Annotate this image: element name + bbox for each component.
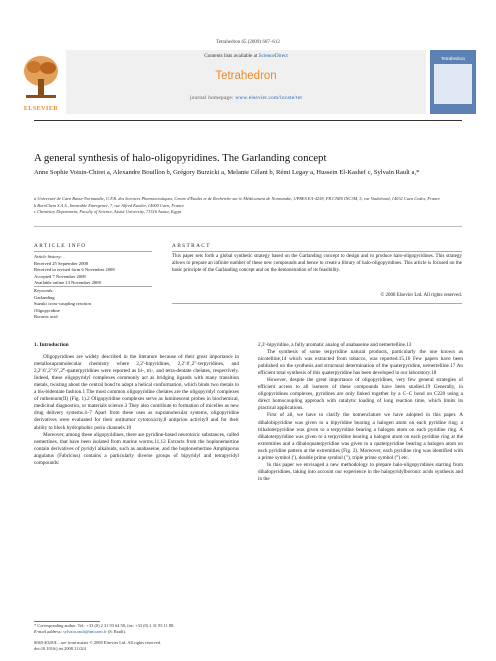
article-info-divider [34, 251, 152, 252]
journal-citation: Tetrahedron 65 (2009) 607–612 [216, 40, 280, 45]
history-received: Received 25 September 2008 [34, 260, 88, 266]
footnote-divider [34, 621, 100, 622]
email-link[interactable]: sylvain.rault@unicaen.fr [63, 629, 107, 634]
journal-name: Tetrahedron [215, 70, 277, 82]
email-label: E-mail address: [34, 629, 64, 634]
abstract-copyright: © 2008 Elsevier Ltd. All rights reserved. [380, 293, 462, 298]
footnote-contact: * Corresponding author. Tel.: +33 (0) 2 31 93 64 58; fax: +33 (0) 2 31 93 11 88. [34, 623, 175, 628]
email-suffix: (S. Rault). [106, 629, 126, 634]
keyword-item: Suzuki cross-coupling reaction [34, 301, 91, 307]
issn-line: 0040-4020/$ – see front matter © 2008 Elsevier Ltd. All rights reserved. [34, 640, 162, 645]
homepage-prefix: journal homepage: [189, 95, 236, 101]
affiliation-b: b BoroChem S.A.S., Immeuble Emergence, 7, rue Alfred Kastler, 14000 Caen, France [34, 202, 185, 208]
article-history [34, 254, 152, 287]
journal-header [18, 50, 478, 118]
author-list: Anne Sophie Voisin-Chiret a, Alexandre Bouillon b, Grégory Burzicki a, Melanie Célant b, Rémi Legay a, Hussein El-Kashef c, Sylvain Rault a,* [34, 169, 420, 176]
article-identifiers [34, 640, 334, 652]
front-matter-divider [34, 226, 462, 227]
header-divider [34, 120, 462, 121]
affiliation-a: a Université de Caen Basse-Normandie, U.F.R. des Sciences Pharmaceutiques, Centre d'Etudes et de Recherche sur le Médicament de Normandie, UPRES EA-4258, FR CNRS INC3M, 5, rue Vaubénard, 14032 Caen Cedex, France [34, 196, 441, 201]
publisher-logo-text: ELSEVIER [23, 106, 59, 112]
keywords [34, 288, 152, 321]
history-accepted: Accepted 7 November 2008 [34, 273, 86, 279]
body-paragraph: In this paper we envisaged a new methodology to prepare halo-oligopyridines starting from dihalopyridines, taking into account our experience in the halopyridylboronic acids synthesis and in the [258, 461, 463, 482]
keywords-divider [34, 286, 152, 287]
journal-cover-thumbnail [430, 50, 476, 114]
abstract-heading: ABSTRACT [172, 243, 211, 249]
body-column-left [34, 342, 239, 467]
abstract-divider [172, 251, 462, 252]
abstract-text: This paper sets forth a global synthetic strategy based on the Garlanding concept to design and to produce halo-oligopyridines. This strategy allows to prepare an infinite number of these new compounds and hence to create a library of halo-oligopyridines. This article is focused on the basic principle of the Garlanding concept and on the demonstration of its feasibility. [172, 254, 462, 273]
body-paragraph: Moreover, among these oligopyridines, there are pyridine-based neurotoxic substances, called nemertines, that have been isolated from marine worms.11,12 Extracts from the hoplonemertine contain derivatives of pyridyl alkaloids, such as anabaseine, and the hoplonemertine Amphiporus angulatus (Fabricius) contains a particularly diverse groups of bipyridyl and tetrapyridyl compounds: [34, 431, 239, 466]
contents-prefix: Contents lists available at [204, 53, 259, 59]
history-label: Article history: [34, 254, 62, 259]
keywords-label: Keywords: [34, 288, 54, 293]
article-title: A general synthesis of halo-oligopyridines. The Garlanding concept [34, 152, 327, 164]
keyword-item: Boronic acid [34, 314, 58, 320]
sciencedirect-link[interactable]: ScienceDirect [258, 53, 288, 59]
homepage-link[interactable]: www.elsevier.com/locate/tet [235, 95, 303, 101]
body-paragraph: Oligopyridines are widely described in the literature because of their great importance in metallosupramolecular chemistry where 2,2′-bipyridines, 2,2′:6′,2″-terpyridines, and 2,2′:6′,2″:6″,2‴-quaterpyridines were reported as bi-, tri-, and tetra-dentate chelates, respectively. Indeed, these oligopyridyl complexes commonly act as bridging ligands with many transition metals, twisting about the central bond to adopt a helical conformation, which binds two metals in a bis-bidentate fashion.1 The most common oligopyridine chelates are the oligopyridyl complexes of ruthenium(II) (Fig. 1).2 Oligopyridine complexes serve as luminescent probes in biochemical, medicinal diagnostics, or materials science.3 They also contribute to formation of micelles as new drug delivery systems.4–7 Apart from these uses as supramolecular systems, oligopyridine derivatives were evaluated for their antitumor cytotoxicity,8 antiprion activity9 and for their ability to block hydrophobic porin channels.10 [34, 354, 239, 431]
body-paragraph: However, despite the great importance of oligopyridines, very few general strategies of efficient access to all isomers of these compounds have been studied.19 Generally, in oligopyridines complexes, pyridines are only linked together by a C–C bond on C220 using a direct homocoupling approach with catalytic loading of long reaction time, which limits its practical applications. [258, 377, 463, 412]
corresponding-author-footnote [34, 623, 244, 635]
footnote-email-line [34, 629, 244, 635]
keyword-item: Garlanding [34, 294, 55, 300]
affiliation-c: c Chemistry Department, Faculty of Science, Assiut University, 71516 Assiut, Egypt [34, 209, 182, 215]
body-column-right [258, 342, 463, 483]
journal-homepage [66, 95, 426, 101]
body-paragraph: The synthesis of some terpyridine natural products, particularly the one known as nicotelline,14 which was extracted from tobacco, was reported.15,16 Few papers have been published on the synthesis and structural determination of the quaterpyridine, nemertelline.17 An efficient total synthesis of this quaterpyridine has been developed in our laboratory.18 [258, 349, 463, 377]
elsevier-tree-icon [18, 51, 64, 103]
article-info-heading: ARTICLE INFO [34, 243, 87, 249]
cover-image [434, 64, 472, 104]
contents-line [66, 53, 426, 59]
keyword-item: Oligopyridine [34, 307, 60, 313]
section-heading: 1. Introduction [34, 342, 69, 348]
abstract-bottom-divider [172, 303, 462, 304]
history-revised: Received in revised form 6 November 2008 [34, 267, 115, 273]
body-paragraph: First of all, we have to clarify the nomenclature we have adopted in this paper. A dihalobipyridine was given to a bipyridine bearing a halogen atom on each pyridine ring; a trihaloterpyridine was given to a terpyridine bearing a halogen atom on each pyridine ring. A dihaloterpyridine was given to a terpyridine bearing a halogen atom on each pyridine ring at the extremities and a dihaloquaterpyridine was given to a quaterpyridine bearing a halogen atom on each pyridine pattern at the extremities (Fig. 2). Moreover, each pyridine ring was identified with a prime symbol (′), double prime symbol (″), triple prime symbol (‴) etc. [258, 412, 463, 461]
body-paragraph: 2,3′-bipyridine, a fully aromatic analog of anabaseine and nemertelline.13 [258, 342, 412, 348]
history-online: Available online 13 November 2008 [34, 280, 101, 286]
journal-masthead [66, 50, 426, 114]
affiliations [34, 196, 464, 216]
doi-line[interactable]: doi:10.1016/j.tet.2008.11.024 [34, 646, 86, 651]
cover-title: Tetrahedron [440, 56, 466, 61]
